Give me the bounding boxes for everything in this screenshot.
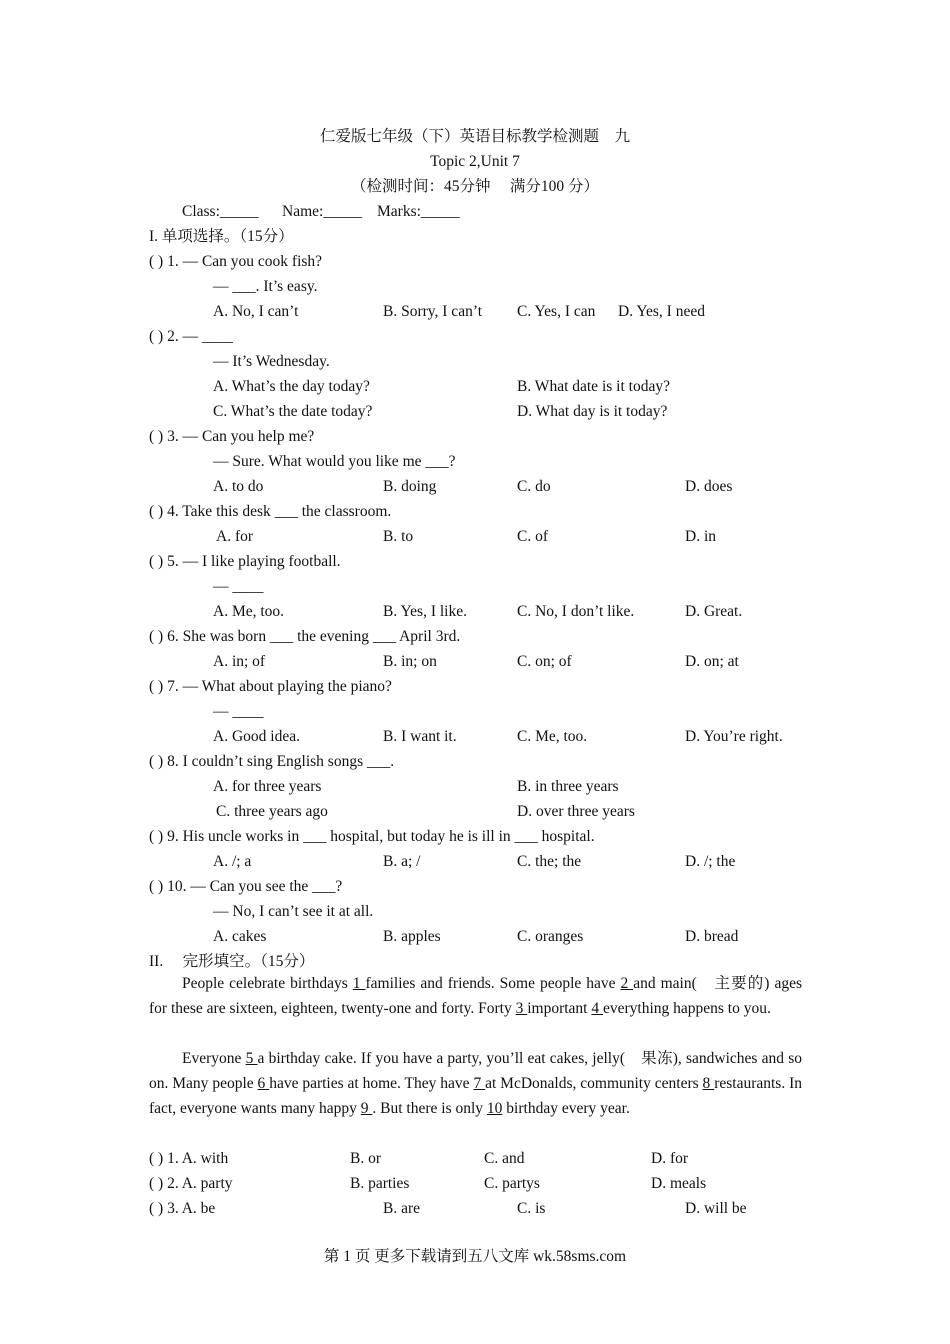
- cloze-item-3-option-c: C. is: [517, 1200, 546, 1217]
- cloze-item-3-option-d: D. will be: [685, 1200, 747, 1217]
- q8-option-a: A. for three years: [213, 778, 322, 795]
- q10-option-b: B. apples: [383, 928, 441, 945]
- cloze-item-1-option-d: D. for: [651, 1150, 689, 1167]
- q3-option-a: A. to do: [213, 478, 264, 495]
- q1-option-a: A. No, I can’t: [213, 303, 299, 320]
- q9-option-c: C. the; the: [517, 853, 582, 870]
- cloze-blank-7: 7: [473, 1075, 486, 1092]
- q10-option-d: D. bread: [685, 928, 739, 945]
- page-footer: 第 1 页 更多下载请到五八文库 wk.58sms.com: [323, 1248, 627, 1265]
- cloze-blank-6: 6: [257, 1075, 270, 1092]
- q1-option-d: D. Yes, I need: [618, 303, 705, 320]
- q6-option-c: C. on; of: [517, 653, 572, 670]
- question-7: ( ) 7. — What about playing the piano?: [149, 678, 392, 695]
- q1-option-b: B. Sorry, I can’t: [383, 303, 483, 320]
- cloze-blank-5: 5: [245, 1050, 258, 1067]
- q10-option-c: C. oranges: [517, 928, 584, 945]
- q2-option-a: A. What’s the day today?: [213, 378, 370, 395]
- cloze-item-3-option-b: B. are: [383, 1200, 421, 1217]
- q4-option-c: C. of: [517, 528, 548, 545]
- cloze-blank-10: 10: [486, 1100, 503, 1117]
- name-field: Name:_____: [282, 203, 363, 220]
- q5-option-d: D. Great.: [685, 603, 743, 620]
- q4-option-a: A. for: [216, 528, 254, 545]
- cloze-item-2-option-c: C. partys: [484, 1175, 540, 1192]
- q9-option-a: A. /; a: [213, 853, 252, 870]
- question-10: ( ) 10. — Can you see the ___?: [149, 878, 343, 895]
- cloze-paragraph-1: People celebrate birthdays 1 families and friends. Some people have 2 and main( 主要的) ages for these are sixteen, eighteen, twenty-one and forty. Forty 3 important 4 everything happens to you.: [149, 975, 802, 1017]
- cloze-blank-8: 8: [702, 1075, 715, 1092]
- question-4: ( ) 4. Take this desk ___ the classroom.: [149, 503, 392, 520]
- q9-option-b: B. a; /: [383, 853, 421, 870]
- cloze-item-1-option-c: C. and: [484, 1150, 525, 1167]
- question-10-response: — No, I can’t see it at all.: [213, 903, 374, 920]
- section-2-title: II. 完形填空。（15分）: [149, 953, 315, 970]
- page-title: 仁爱版七年级（下）英语目标教学检测题 九: [319, 128, 630, 145]
- question-1: ( ) 1. — Can you cook fish?: [149, 253, 323, 270]
- question-3-response: — Sure. What would you like me ___?: [213, 453, 456, 470]
- question-3: ( ) 3. — Can you help me?: [149, 428, 315, 445]
- q4-option-d: D. in: [685, 528, 716, 545]
- q7-option-a: A. Good idea.: [213, 728, 300, 745]
- cloze-item-3: ( ) 3. A. be: [149, 1200, 216, 1217]
- time-info: （检测时间：45分钟 满分100 分）: [350, 178, 599, 195]
- q7-option-b: B. I want it.: [383, 728, 457, 745]
- cloze-blank-4: 4: [591, 1000, 603, 1017]
- cloze-blank-3: 3: [515, 1000, 528, 1017]
- q2-option-b: B. What date is it today?: [517, 378, 670, 395]
- marks-field: Marks:_____: [377, 203, 460, 220]
- q8-option-c: C. three years ago: [216, 803, 328, 820]
- cloze-blank-1: 1: [352, 975, 366, 992]
- page-subtitle: Topic 2,Unit 7: [430, 153, 520, 170]
- question-2: ( ) 2. — ____: [149, 328, 233, 345]
- q3-option-c: C. do: [517, 478, 551, 495]
- cloze-blank-2: 2: [620, 975, 634, 992]
- section-1-title: I. 单项选择。（15分）: [149, 228, 294, 245]
- question-6: ( ) 6. She was born ___ the evening ___ April 3rd.: [149, 628, 461, 645]
- q5-option-a: A. Me, too.: [213, 603, 285, 620]
- q7-option-c: C. Me, too.: [517, 728, 588, 745]
- q6-option-a: A. in; of: [213, 653, 266, 670]
- question-8: ( ) 8. I couldn’t sing English songs ___.: [149, 753, 395, 770]
- q6-option-b: B. in; on: [383, 653, 437, 670]
- q4-option-b: B. to: [383, 528, 414, 545]
- q2-option-d: D. What day is it today?: [517, 403, 668, 420]
- q5-option-b: B. Yes, I like.: [383, 603, 467, 620]
- q8-option-d: D. over three years: [517, 803, 635, 820]
- q9-option-d: D. /; the: [685, 853, 736, 870]
- class-field: Class:_____: [182, 203, 259, 220]
- q7-option-d: D. You’re right.: [685, 728, 783, 745]
- q2-option-c: C. What’s the date today?: [213, 403, 373, 420]
- cloze-item-1-option-b: B. or: [350, 1150, 381, 1167]
- cloze-item-2-option-b: B. parties: [350, 1175, 410, 1192]
- q1-option-c: C. Yes, I can: [517, 303, 596, 320]
- question-5-response: — ____: [213, 578, 264, 595]
- cloze-paragraph-2: Everyone 5 a birthday cake. If you have a party, you’ll eat cakes, jelly( 果冻), sandwiches and so on. Many people 6 have parties at home. They have 7 at McDonalds, community centers 8 restaurants. In fact, everyone wants many happy 9 . But there is only 10 birthday every year.: [149, 1050, 803, 1117]
- q3-option-b: B. doing: [383, 478, 437, 495]
- question-7-response: — ____: [213, 703, 264, 720]
- cloze-item-1: ( ) 1. A. with: [149, 1150, 229, 1167]
- cloze-blank-9: 9: [360, 1100, 373, 1117]
- question-9: ( ) 9. His uncle works in ___ hospital, but today he is ill in ___ hospital.: [149, 828, 595, 845]
- cloze-item-2-option-d: D. meals: [651, 1175, 707, 1192]
- q8-option-b: B. in three years: [517, 778, 619, 795]
- q5-option-c: C. No, I don’t like.: [517, 603, 635, 620]
- q6-option-d: D. on; at: [685, 653, 739, 670]
- question-5: ( ) 5. — I like playing football.: [149, 553, 341, 570]
- q10-option-a: A. cakes: [213, 928, 267, 945]
- cloze-item-2: ( ) 2. A. party: [149, 1175, 233, 1192]
- question-2-response: — It’s Wednesday.: [213, 353, 330, 370]
- q3-option-d: D. does: [685, 478, 733, 495]
- question-1-response: — ___. It’s easy.: [213, 278, 318, 295]
